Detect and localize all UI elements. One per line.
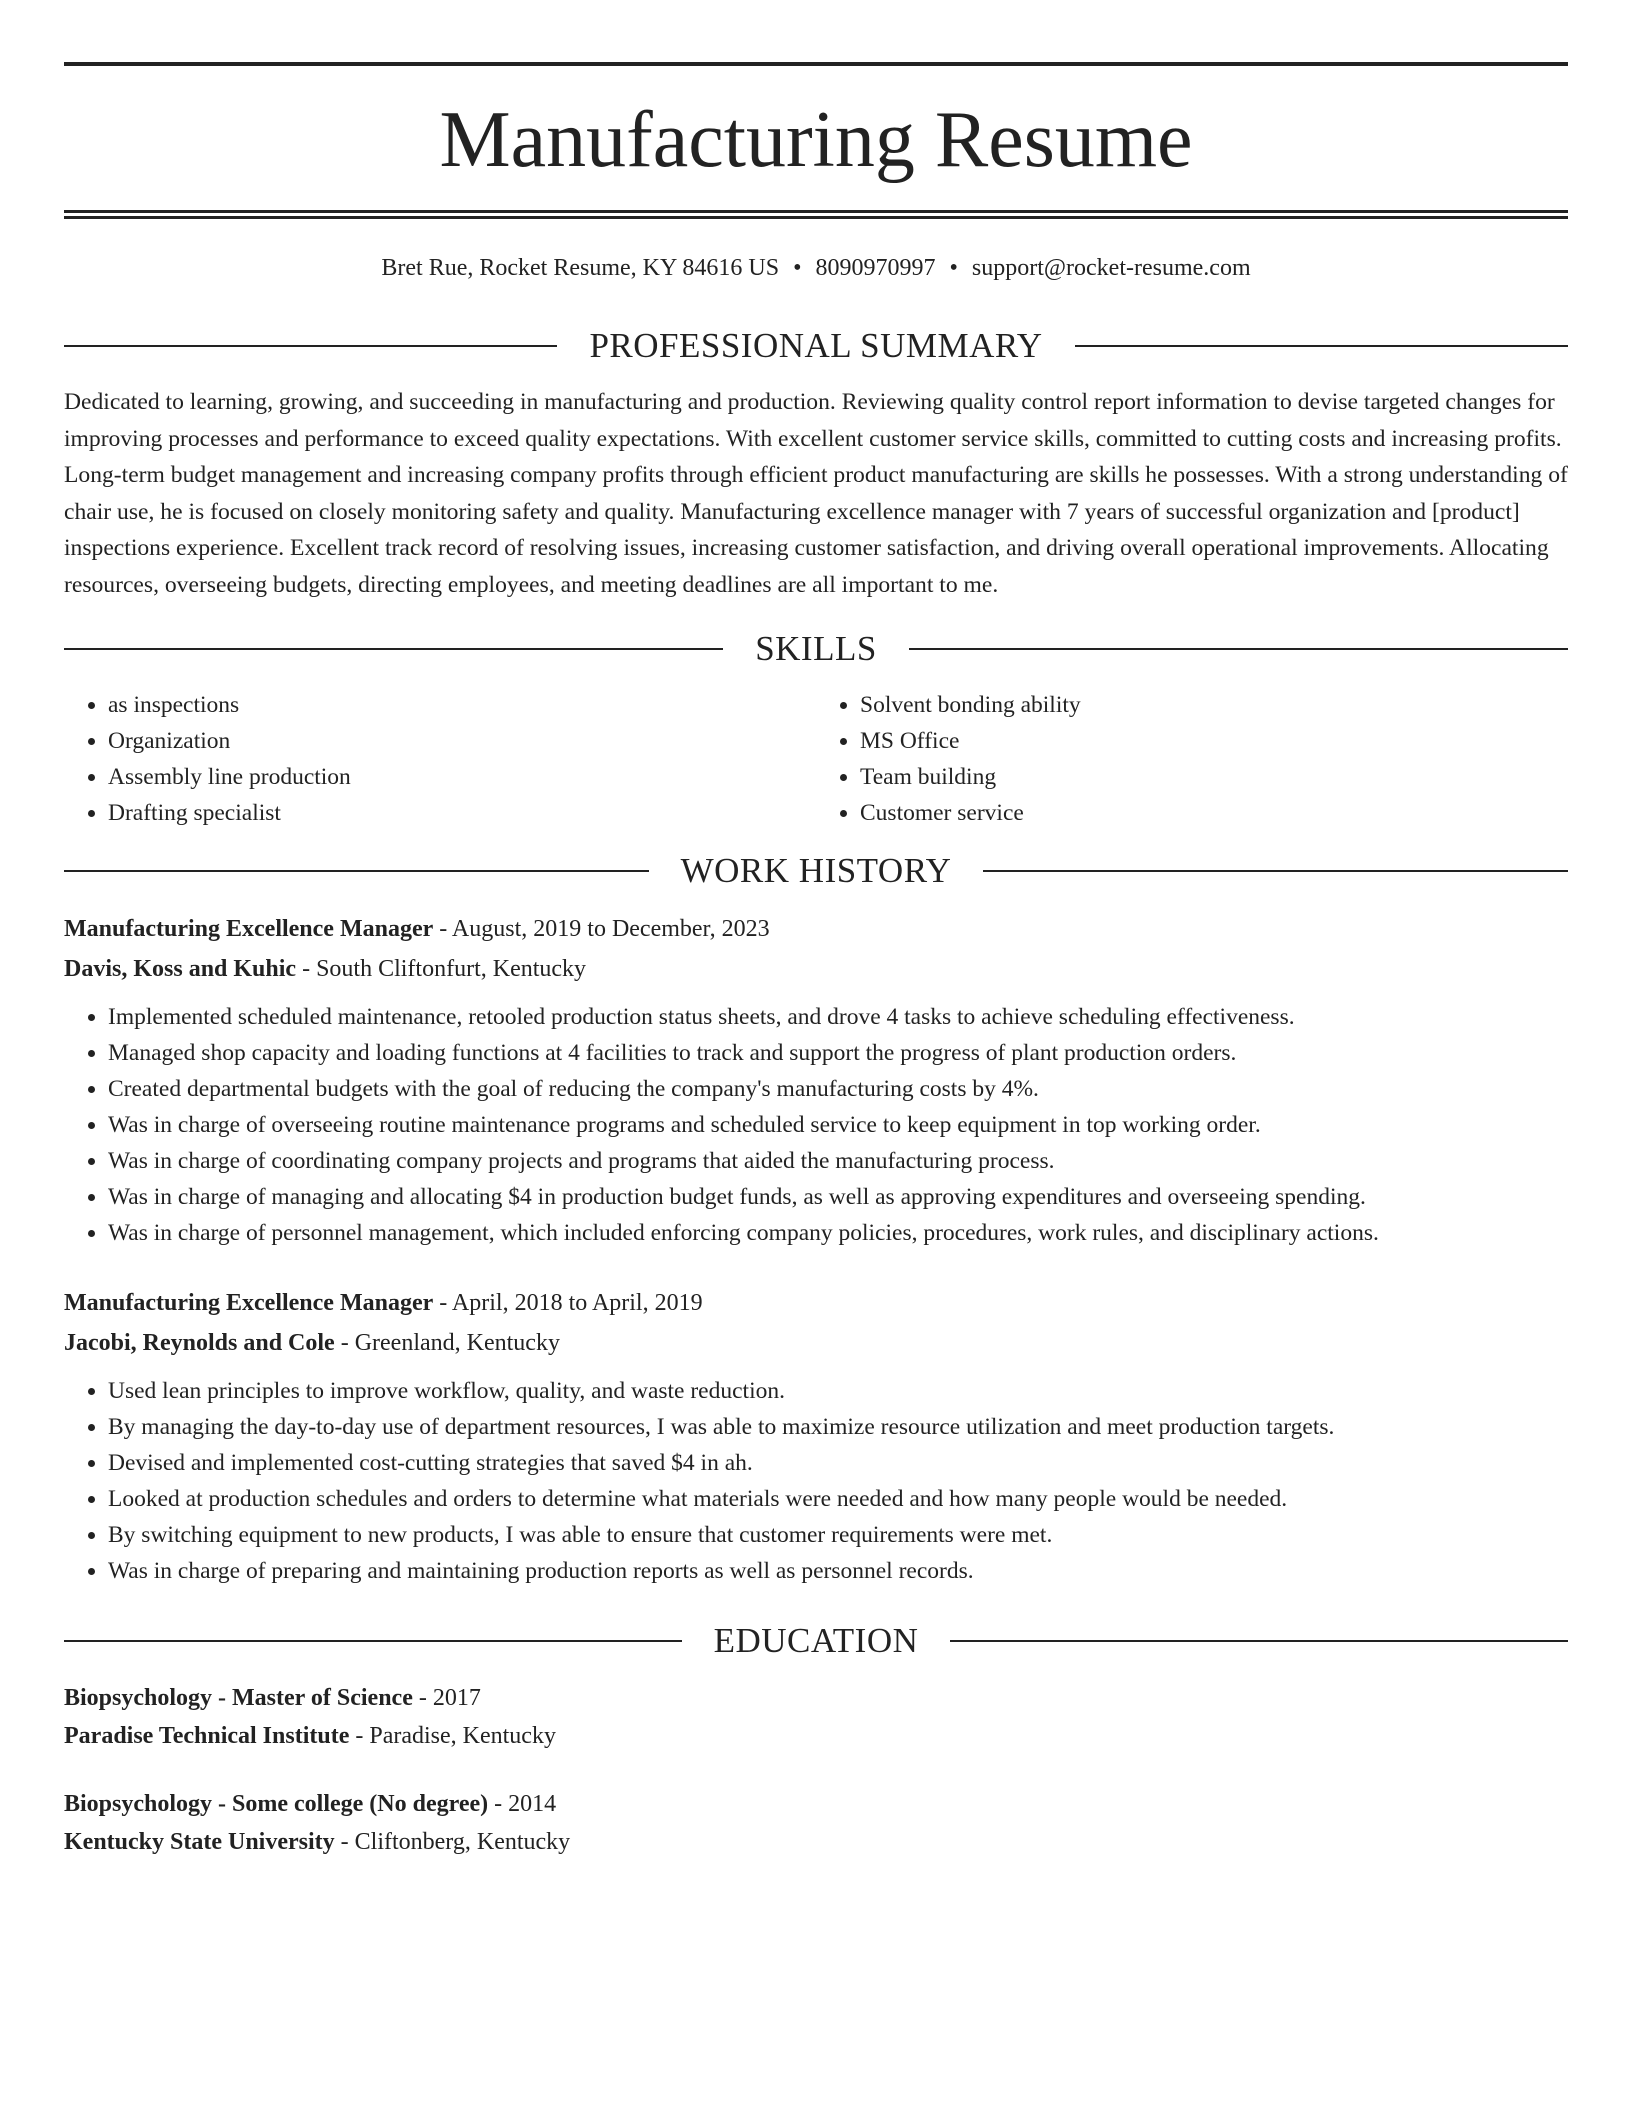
skill-item: • Drafting specialist xyxy=(108,795,816,831)
heading-rule-right xyxy=(983,870,1568,872)
job-title: Manufacturing Excellence Manager xyxy=(64,1290,434,1316)
summary-text: Dedicated to learning, growing, and succeeding in manufacturing and production. Reviewing quality control report information to devise targeted changes for improving processes and performance to exceed quality expectations. With excellent customer service skills, committed to cutting costs and increasing profits. Long-term budget management and increasing company profits through efficient product manufacturing are skills he possesses. With a strong understanding of chair use, he is focused on closely monitoring safety and quality. Manufacturing excellence manager with 7 years of successful organization and [product] inspections experience. Excellent track record of resolving issues, increasing customer satisfaction, and driving overall operational improvements. Allocating resources, overseeing budgets, directing employees, and meeting deadlines are all important to me. xyxy=(64,389,1568,598)
job-bullet: • Was in charge of coordinating company projects and programs that aided the manufacturing process. xyxy=(108,1143,1568,1179)
job-bullets xyxy=(64,999,1568,1251)
title-double-rule xyxy=(64,210,1568,219)
heading-rule-left xyxy=(64,870,649,872)
skills-column-left xyxy=(64,687,816,831)
education-degree-row xyxy=(64,1679,1568,1717)
heading-rule-right xyxy=(909,648,1568,650)
education-degree: Biopsychology - Master of Science xyxy=(64,1685,413,1711)
heading-rule-left xyxy=(64,345,557,347)
heading-rule-left xyxy=(64,1640,682,1642)
education-school-row xyxy=(64,1717,1568,1755)
skill-item: • MS Office xyxy=(860,723,1568,759)
education-year: - 2014 xyxy=(488,1791,557,1817)
job-bullet: • Was in charge of preparing and maintaining production reports as well as personnel records. xyxy=(108,1553,1568,1589)
contact-address: Bret Rue, Rocket Resume, KY 84616 US xyxy=(381,255,780,281)
job-company: Jacobi, Reynolds and Cole xyxy=(64,1330,335,1356)
education-entry xyxy=(64,1679,1568,1755)
summary-heading-label: PROFESSIONAL SUMMARY xyxy=(589,326,1043,365)
heading-rule-right xyxy=(1075,345,1568,347)
skill-item: • Customer service xyxy=(860,795,1568,831)
skills-column-right xyxy=(816,687,1568,831)
heading-rule-left xyxy=(64,648,723,650)
education-entry xyxy=(64,1785,1568,1861)
skills-list xyxy=(64,687,1568,831)
education-year: - 2017 xyxy=(412,1685,481,1711)
job-bullet: • Devised and implemented cost-cutting strategies that saved $4 in ah. xyxy=(108,1445,1568,1481)
job-company: Davis, Koss and Kuhic xyxy=(64,956,297,982)
job-bullet: • Implemented scheduled maintenance, retooled production status sheets, and drove 4 tasks to achieve scheduling effectiveness. xyxy=(108,999,1568,1035)
summary-heading xyxy=(64,326,1568,366)
contact-email: support@rocket-resume.com xyxy=(971,255,1251,281)
job-bullets xyxy=(64,1373,1568,1589)
education-heading xyxy=(64,1621,1568,1661)
skills-heading xyxy=(64,629,1568,669)
job-bullet: • Was in charge of personnel management, which included enforcing company policies, procedures, work rules, and disciplinary actions. xyxy=(108,1215,1568,1251)
contact-separator: • xyxy=(949,255,958,281)
education-location: - Cliftonberg, Kentucky xyxy=(334,1829,571,1855)
education-school: Kentucky State University xyxy=(64,1829,335,1855)
job-title-row xyxy=(64,1283,1568,1323)
job-location: - Greenland, Kentucky xyxy=(334,1330,560,1356)
education-location: - Paradise, Kentucky xyxy=(349,1723,556,1749)
job-bullet: • By switching equipment to new products, I was able to ensure that customer requirements were met. xyxy=(108,1517,1568,1553)
job-title: Manufacturing Excellence Manager xyxy=(64,916,434,942)
job-bullet: • Looked at production schedules and orders to determine what materials were needed and how many people would be needed. xyxy=(108,1481,1568,1517)
education-degree-row xyxy=(64,1785,1568,1823)
job-bullet: • Managed shop capacity and loading functions at 4 facilities to track and support the progress of plant production orders. xyxy=(108,1035,1568,1071)
job-entry xyxy=(64,909,1568,1251)
job-bullet: • By managing the day-to-day use of department resources, I was able to maximize resource utilization and meet production targets. xyxy=(108,1409,1568,1445)
resume-title: Manufacturing Resume xyxy=(439,96,1193,184)
skill-item: • as inspections xyxy=(108,687,816,723)
job-title-row xyxy=(64,909,1568,949)
job-entry xyxy=(64,1283,1568,1589)
contact-line xyxy=(64,255,1568,282)
work-heading xyxy=(64,851,1568,891)
skill-item: • Organization xyxy=(108,723,816,759)
education-heading-label: EDUCATION xyxy=(713,1621,919,1660)
skill-item: • Assembly line production xyxy=(108,759,816,795)
job-bullet: • Created departmental budgets with the goal of reducing the company's manufacturing costs by 4%. xyxy=(108,1071,1568,1107)
contact-separator: • xyxy=(793,255,802,281)
skills-heading-label: SKILLS xyxy=(755,629,877,668)
job-bullet: • Was in charge of overseeing routine maintenance programs and scheduled service to keep equipment in top working order. xyxy=(108,1107,1568,1143)
skill-item: • Solvent bonding ability xyxy=(860,687,1568,723)
education-school: Paradise Technical Institute xyxy=(64,1723,350,1749)
contact-phone: 8090970997 xyxy=(815,255,936,281)
education-school-row xyxy=(64,1823,1568,1861)
work-heading-label: WORK HISTORY xyxy=(680,851,952,890)
education-degree: Biopsychology - Some college (No degree) xyxy=(64,1791,489,1817)
job-company-row xyxy=(64,949,1568,989)
job-company-row xyxy=(64,1323,1568,1363)
job-location: - South Cliftonfurt, Kentucky xyxy=(296,956,587,982)
job-bullet: • Used lean principles to improve workflow, quality, and waste reduction. xyxy=(108,1373,1568,1409)
heading-rule-right xyxy=(950,1640,1568,1642)
job-dates: - April, 2018 to April, 2019 xyxy=(433,1290,703,1316)
skill-item: • Team building xyxy=(860,759,1568,795)
job-dates: - August, 2019 to December, 2023 xyxy=(433,916,770,942)
job-bullet: • Was in charge of managing and allocating $4 in production budget funds, as well as approving expenditures and overseeing spending. xyxy=(108,1179,1568,1215)
